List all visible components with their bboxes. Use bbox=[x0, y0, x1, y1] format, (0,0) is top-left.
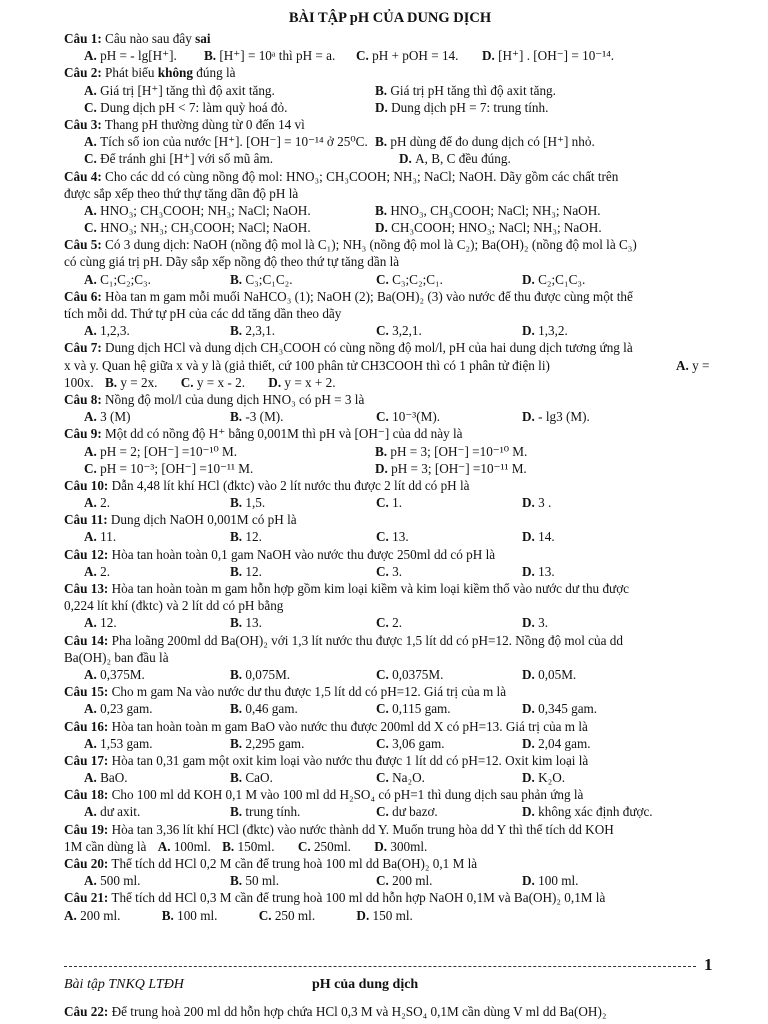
question-9: Câu 9: Một dd có nồng độ H⁺ bằng 0,001M thì pH và [OH⁻] của dd này là bbox=[64, 426, 463, 442]
options-3 bbox=[64, 133, 716, 150]
option-c: C. 3,2,1. bbox=[376, 323, 422, 339]
options-1 bbox=[64, 47, 716, 64]
question-19-cont: 1M cần dùng là A. 100ml. B. 150ml. C. 250ml. D. 300ml. bbox=[64, 838, 428, 854]
option-d: D. không xác định được. bbox=[522, 804, 653, 820]
option-b: B. HNO₃, CH₃COOH; NaCl; NH₃; NaOH. bbox=[375, 202, 601, 218]
options-8 bbox=[64, 408, 716, 425]
question-3: Câu 3: Thang pH thường dùng từ 0 đến 14 vì bbox=[64, 116, 305, 132]
option-a: A. pH = - lg[H⁺]. bbox=[84, 48, 177, 64]
option-c: C. 200 ml. bbox=[376, 873, 433, 889]
question-10: Câu 10: Dẫn 4,48 lít khí HCl (đktc) vào 2 lít nước thu được 2 lít dd có pH là bbox=[64, 477, 470, 493]
question-13: Câu 13: Hòa tan hoàn toàn m gam hỗn hợp gồm kim loại kiềm và kim loại kiềm thổ vào nước dư thu được bbox=[64, 581, 630, 596]
option-d: D. Dung dịch pH = 7: trung tính. bbox=[375, 99, 549, 115]
question-6-cont: tích mỗi dd. Thứ tự pH của các dd tăng dần theo dãy bbox=[64, 306, 342, 321]
option-d: D. 13. bbox=[522, 563, 555, 579]
question-4-cont: được sắp xếp theo thứ thự tăng dần độ pH là bbox=[64, 185, 299, 201]
options-17 bbox=[64, 769, 716, 786]
option-a: A. Giá trị [H⁺] tăng thì độ axit tăng. bbox=[84, 82, 275, 98]
option-b: B. -3 (M). bbox=[230, 409, 284, 425]
options-2b bbox=[64, 99, 716, 116]
question-8: Câu 8: Nồng độ mol/l của dung dịch HNO₃ có pH = 3 là bbox=[64, 391, 365, 407]
option-c: C. C₃;C₂;C₁. bbox=[376, 271, 443, 287]
option-b: B. 2,3,1. bbox=[230, 323, 276, 339]
option-b: B. 0,46 gam. bbox=[230, 701, 298, 717]
option-a: A. pH = 2; [OH⁻] =10⁻¹⁰ M. bbox=[84, 443, 238, 459]
option-c: C. dư bazơ. bbox=[376, 804, 438, 820]
option-b: B. 0,075M. bbox=[230, 666, 291, 682]
option-b: B. C₃;C₁C₂. bbox=[230, 271, 293, 287]
option-d: D. 3 . bbox=[522, 495, 552, 511]
option-c: C. 0,115 gam. bbox=[376, 701, 451, 717]
option-b: B. 13. bbox=[230, 615, 262, 631]
option-c: C. HNO₃; NH₃; CH₃COOH; NaCl; NaOH. bbox=[84, 220, 311, 236]
option-a: A. dư axit. bbox=[84, 804, 141, 820]
question-19: Câu 19: Hòa tan 3,36 lít khí HCl (đktc) vào nước thành dd Y. Muốn trung hòa dd Y thì thể tích dd KOH bbox=[64, 821, 614, 837]
option-c: C. 0,0375M. bbox=[376, 666, 444, 682]
option-b: B. 50 ml. bbox=[230, 873, 280, 889]
option-a: A. 3 (M) bbox=[84, 409, 131, 425]
options-15 bbox=[64, 700, 716, 717]
option-d: D. K₂O. bbox=[522, 770, 566, 786]
option-b: B. 12. bbox=[230, 563, 262, 579]
options-3b bbox=[64, 150, 716, 167]
option-d: D. 2,04 gam. bbox=[522, 735, 591, 751]
question-16: Câu 16: Hòa tan hoàn toàn m gam BaO vào nước thu được 200ml dd X có pH=13. Giá trị của m là bbox=[64, 718, 588, 734]
option-c: C. 13. bbox=[376, 529, 409, 545]
options-9 bbox=[64, 443, 716, 460]
page-title: BÀI TẬP pH CỦA DUNG DỊCH bbox=[288, 10, 492, 26]
option-d: D. 14. bbox=[522, 529, 555, 545]
option-b: B. pH dùng để đo dung dịch có [H⁺] nhỏ. bbox=[375, 134, 595, 150]
option-b: B. CaO. bbox=[230, 770, 273, 786]
option-d: D. A, B, C đều đúng. bbox=[399, 151, 511, 167]
options-5 bbox=[64, 271, 716, 288]
option-a: A. 0,375M. bbox=[84, 666, 145, 682]
footer-left: Bài tập TNKQ LTĐH bbox=[64, 977, 184, 992]
question-21-options: A. 200 ml. B. 100 ml. C. 250 ml. D. 150 ml. bbox=[64, 907, 413, 923]
question-2: Câu 2: Phát biểu không đúng là bbox=[64, 65, 236, 81]
page-number: 1 bbox=[704, 955, 713, 974]
option-a: A. 1,2,3. bbox=[84, 323, 130, 339]
question-4: Câu 4: Cho các dd có cùng nồng độ mol: HNO₃; CH₃COOH; NH₃; NaCl; NaOH. Dãy gồm các chất trên bbox=[64, 168, 619, 184]
option-c: C. 2. bbox=[376, 615, 403, 631]
options-4 bbox=[64, 202, 716, 219]
option-a: A. 12. bbox=[84, 615, 117, 631]
options-12 bbox=[64, 563, 716, 580]
option-b: B. trung tính. bbox=[230, 804, 301, 820]
options-11 bbox=[64, 528, 716, 545]
option-d: D. - lg3 (M). bbox=[522, 409, 590, 425]
option-d: D. [H⁺] . [OH⁻] = 10⁻¹⁴. bbox=[482, 48, 615, 64]
option-c: C. Để tránh ghi [H⁺] với số mũ âm. bbox=[84, 151, 274, 167]
question-7: Câu 7: Dung dịch HCl và dung dịch CH₃COOH có cùng nồng độ mol/l, pH của hai dung dịch tương ứng là bbox=[64, 340, 633, 356]
option-b: B. 1,5. bbox=[230, 495, 266, 511]
question-13-cont: 0,224 lít khí (đktc) và 2 lít dd có pH bằng bbox=[64, 598, 284, 614]
question-5-cont: có cùng giá trị pH. Dãy sắp xếp nồng độ theo thứ tự tăng dần là bbox=[64, 254, 400, 270]
option-c: C. Dung dịch pH < 7: làm quỳ hoá đỏ. bbox=[84, 99, 288, 115]
option-a: A. BaO. bbox=[84, 770, 128, 786]
option-a: A. 1,53 gam. bbox=[84, 735, 153, 751]
options-16 bbox=[64, 735, 716, 752]
question-18: Câu 18: Cho 100 ml dd KOH 0,1 M vào 100 ml dd H₂SO₄ có pH=1 thì dung dịch sau phản ứng là bbox=[64, 787, 584, 803]
footer-title: pH của dung dịch bbox=[312, 977, 419, 992]
options-18 bbox=[64, 803, 716, 820]
footer-divider bbox=[64, 966, 696, 967]
option-a: A. 11. bbox=[84, 529, 117, 545]
option-d: D. 0,345 gam. bbox=[522, 701, 598, 717]
question-17: Câu 17: Hòa tan 0,31 gam một oxit kim loại vào nước thu được 1 lít dd có pH=12. Oxit kim loại là bbox=[64, 752, 589, 768]
option-d: D. 1,3,2. bbox=[522, 323, 568, 339]
question-5: Câu 5: Có 3 dung dịch: NaOH (nồng độ mol là C₁); NH₃ (nồng độ mol là C₂); Ba(OH)₂ (nồng độ mol là C₃) bbox=[64, 237, 637, 253]
options-2 bbox=[64, 82, 716, 99]
option-b: B. 12. bbox=[230, 529, 262, 545]
options-10 bbox=[64, 494, 716, 511]
option-b: B. Giá trị pH tăng thì độ axit tăng. bbox=[375, 82, 556, 98]
option-d: D. pH = 3; [OH⁻] =10⁻¹¹ M. bbox=[375, 460, 527, 476]
option-b: B. pH = 3; [OH⁻] =10⁻¹⁰ M. bbox=[375, 443, 528, 459]
question-15: Câu 15: Cho m gam Na vào nước dư thu được 1,5 lít dd có pH=12. Giá trị của m là bbox=[64, 684, 507, 700]
option-c: C. pH = 10⁻³; [OH⁻] =10⁻¹¹ M. bbox=[84, 460, 254, 476]
question-14-cont: Ba(OH)₂ ban đầu là bbox=[64, 649, 169, 665]
option-c: C. 3. bbox=[376, 563, 403, 579]
question-12: Câu 12: Hòa tan hoàn toàn 0,1 gam NaOH vào nước thu được 250ml dd có pH là bbox=[64, 546, 496, 562]
options-4b bbox=[64, 219, 716, 236]
option-c: C. 3,06 gam. bbox=[376, 735, 445, 751]
question-21: Câu 21: Thể tích dd HCl 0,3 M cần để trung hoà 100 ml dd hỗn hợp NaOH 0,1M và Ba(OH)₂ 0,1M là bbox=[64, 890, 606, 906]
option-d: D. CH₃COOH; HNO₃; NaCl; NH₃; NaOH. bbox=[375, 220, 602, 236]
option-d: D. 100 ml. bbox=[522, 873, 579, 889]
option-c: C. 1. bbox=[376, 495, 403, 511]
option-a: A. 2. bbox=[84, 563, 111, 579]
question-6: Câu 6: Hòa tan m gam mỗi muối NaHCO₃ (1); NaOH (2); Ba(OH)₂ (3) vào nước để thu được cùng một thể bbox=[64, 288, 633, 304]
worksheet bbox=[64, 10, 716, 924]
options-13 bbox=[64, 614, 716, 631]
question-7-options: 100x. B. y = 2x. C. y = x - 2. D. y = x + 2. bbox=[64, 374, 336, 390]
question-1: Câu 1: Câu nào sau đây sai bbox=[64, 31, 211, 46]
option-a: A. HNO₃; CH₃COOH; NH₃; NaCl; NaOH. bbox=[84, 202, 311, 218]
options-20 bbox=[64, 872, 716, 889]
option-a: A. 0,23 gam. bbox=[84, 701, 153, 717]
option-a: A. Tích số ion của nước [H⁺]. [OH⁻] = 10⁻¹⁴ ở 25⁰C. bbox=[84, 134, 368, 150]
option-c: C. Na₂O. bbox=[376, 770, 425, 786]
option-c: C. 10⁻³(M). bbox=[376, 409, 441, 425]
question-14: Câu 14: Pha loãng 200ml dd Ba(OH)₂ với 1,3 lít nước thu được 1,5 lít dd có pH=12. Nồng độ mol của dd bbox=[64, 632, 623, 648]
option-d: D. C₂;C₁C₃. bbox=[522, 271, 586, 287]
options-6 bbox=[64, 322, 716, 339]
option-d: D. 3. bbox=[522, 615, 549, 631]
option-a: A. 2. bbox=[84, 495, 111, 511]
option-d: D. 0,05M. bbox=[522, 666, 577, 682]
option-a: A. C₁;C₂;C₃. bbox=[84, 271, 151, 287]
question-22: Câu 22: Để trung hoà 200 ml dd hỗn hợp chứa HCl 0,3 M và H₂SO₄ 0,1M cần dùng V ml dd Ba(OH)₂ bbox=[64, 1004, 607, 1019]
question-11: Câu 11: Dung dịch NaOH 0,001M có pH là bbox=[64, 512, 297, 528]
question-7-cont: x và y. Quan hệ giữa x và y là (giả thiết, cứ 100 phân tử CH3COOH thì có 1 phân tử điện li) A. y = bbox=[64, 357, 710, 373]
options-14 bbox=[64, 666, 716, 683]
option-b: B. 2,295 gam. bbox=[230, 735, 305, 751]
options-9b bbox=[64, 460, 716, 477]
option-b: B. [H⁺] = 10ᵃ thì pH = a. bbox=[204, 48, 336, 64]
option-c: C. pH + pOH = 14. bbox=[356, 48, 459, 64]
option-a: A. 500 ml. bbox=[84, 873, 141, 889]
question-20: Câu 20: Thể tích dd HCl 0,2 M cần để trung hoà 100 ml dd Ba(OH)₂ 0,1 M là bbox=[64, 856, 478, 871]
